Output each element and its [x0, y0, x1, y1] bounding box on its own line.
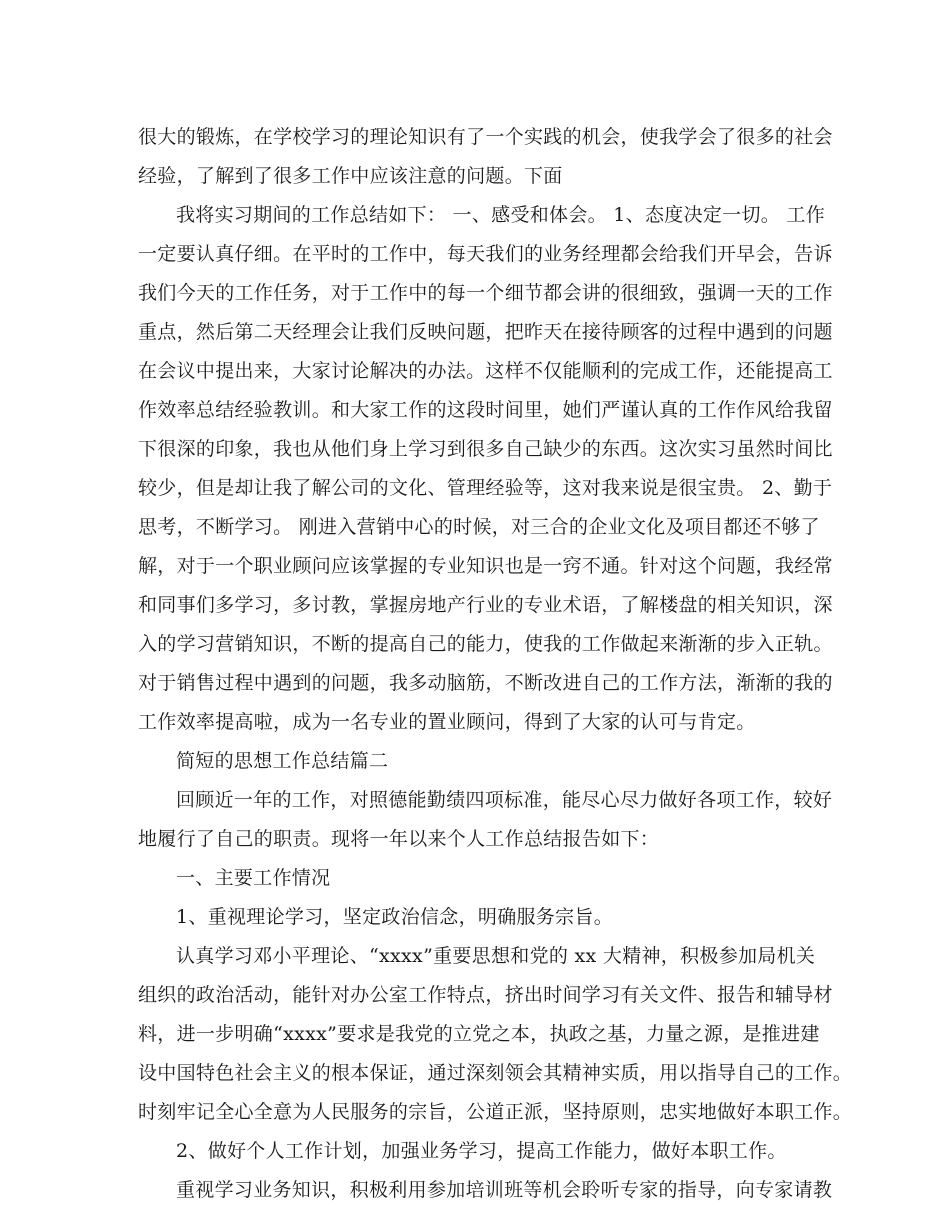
- text-line: 认真学习邓小平理论、“xxxx”重要思想和党的 xx 大精神，积极参加局机关: [176, 945, 816, 967]
- text-line: 在会议中提出来，大家讨论解决的办法。这样不仅能顺利的完成工作，还能提高工: [138, 360, 833, 382]
- text-line: 1、重视理论学习，坚定政治信念，明确服务宗旨。: [176, 906, 613, 928]
- text-line: 一定要认真仔细。在平时的工作中，每天我们的业务经理都会给我们开早会，告诉: [138, 243, 833, 265]
- text-line: 时刻牢记全心全意为人民服务的宗旨，公道正派，坚持原则，忠实地做好本职工作。: [138, 1101, 853, 1123]
- text-line: 组织的政治活动，能针对办公室工作特点，挤出时间学习有关文件、报告和辅导材: [138, 984, 833, 1006]
- text-line: 工作效率提高啦，成为一名专业的置业顾问，得到了大家的认可与肯定。: [138, 711, 756, 733]
- document-page: [138, 118, 853, 1210]
- text-line: 重点，然后第二天经理会让我们反映问题，把昨天在接待顾客的过程中遇到的问题: [138, 321, 833, 343]
- text-line: 我将实习期间的工作总结如下： 一、感受和体会。 1、态度决定一切。 工作: [176, 204, 826, 226]
- text-line: 我们今天的工作任务，对于工作中的每一个细节都会讲的很细致，强调一天的工作: [138, 282, 833, 304]
- text-line: 一、主要工作情况: [176, 867, 331, 889]
- text-line: 思考，不断学习。 刚进入营销中心的时候，对三合的企业文化及项目都还不够了: [138, 516, 820, 538]
- text-line: 下很深的印象，我也从他们身上学习到很多自己缺少的东西。这次实习虽然时间比: [138, 438, 833, 460]
- text-line: 地履行了自己的职责。现将一年以来个人工作总结报告如下：: [138, 828, 660, 850]
- text-line: 作效率总结经验教训。和大家工作的这段时间里，她们严谨认真的工作作风给我留: [138, 399, 833, 421]
- text-line: 2、做好个人工作计划，加强业务学习，提高工作能力，做好本职工作。: [176, 1140, 787, 1162]
- text-line: 设中国特色社会主义的根本保证，通过深刻领会其精神实质，用以指导自己的工作。: [138, 1062, 853, 1084]
- text-line: 经验，了解到了很多工作中应该注意的问题。下面: [138, 165, 563, 187]
- text-line: 对于销售过程中遇到的问题，我多动脑筋，不断改进自己的工作方法，渐渐的我的: [138, 672, 833, 694]
- text-line: 和同事们多学习，多讨教，掌握房地产行业的专业术语，了解楼盘的相关知识，深: [138, 594, 833, 616]
- text-line: 回顾近一年的工作，对照德能勤绩四项标准，能尽心尽力做好各项工作，较好: [176, 789, 833, 811]
- text-line: 重视学习业务知识，积极利用参加培训班等机会聆听专家的指导，向专家请教: [176, 1179, 833, 1201]
- text-line: 解，对于一个职业顾问应该掌握的专业知识也是一窍不通。针对这个问题，我经常: [138, 555, 833, 577]
- text-line: 入的学习营销知识，不断的提高自己的能力，使我的工作做起来渐渐的步入正轨。: [138, 633, 833, 655]
- text-line: 简短的思想工作总结篇二: [176, 750, 389, 772]
- text-line: 很大的锻炼，在学校学习的理论知识有了一个实践的机会，使我学会了很多的社会: [138, 126, 833, 148]
- text-line: 较少，但是却让我了解公司的文化、管理经验等，这对我来说是很宝贵。 2、勤于: [138, 477, 833, 499]
- text-line: 料，进一步明确“xxxx”要求是我党的立党之本，执政之基，力量之源，是推进建: [138, 1023, 820, 1045]
